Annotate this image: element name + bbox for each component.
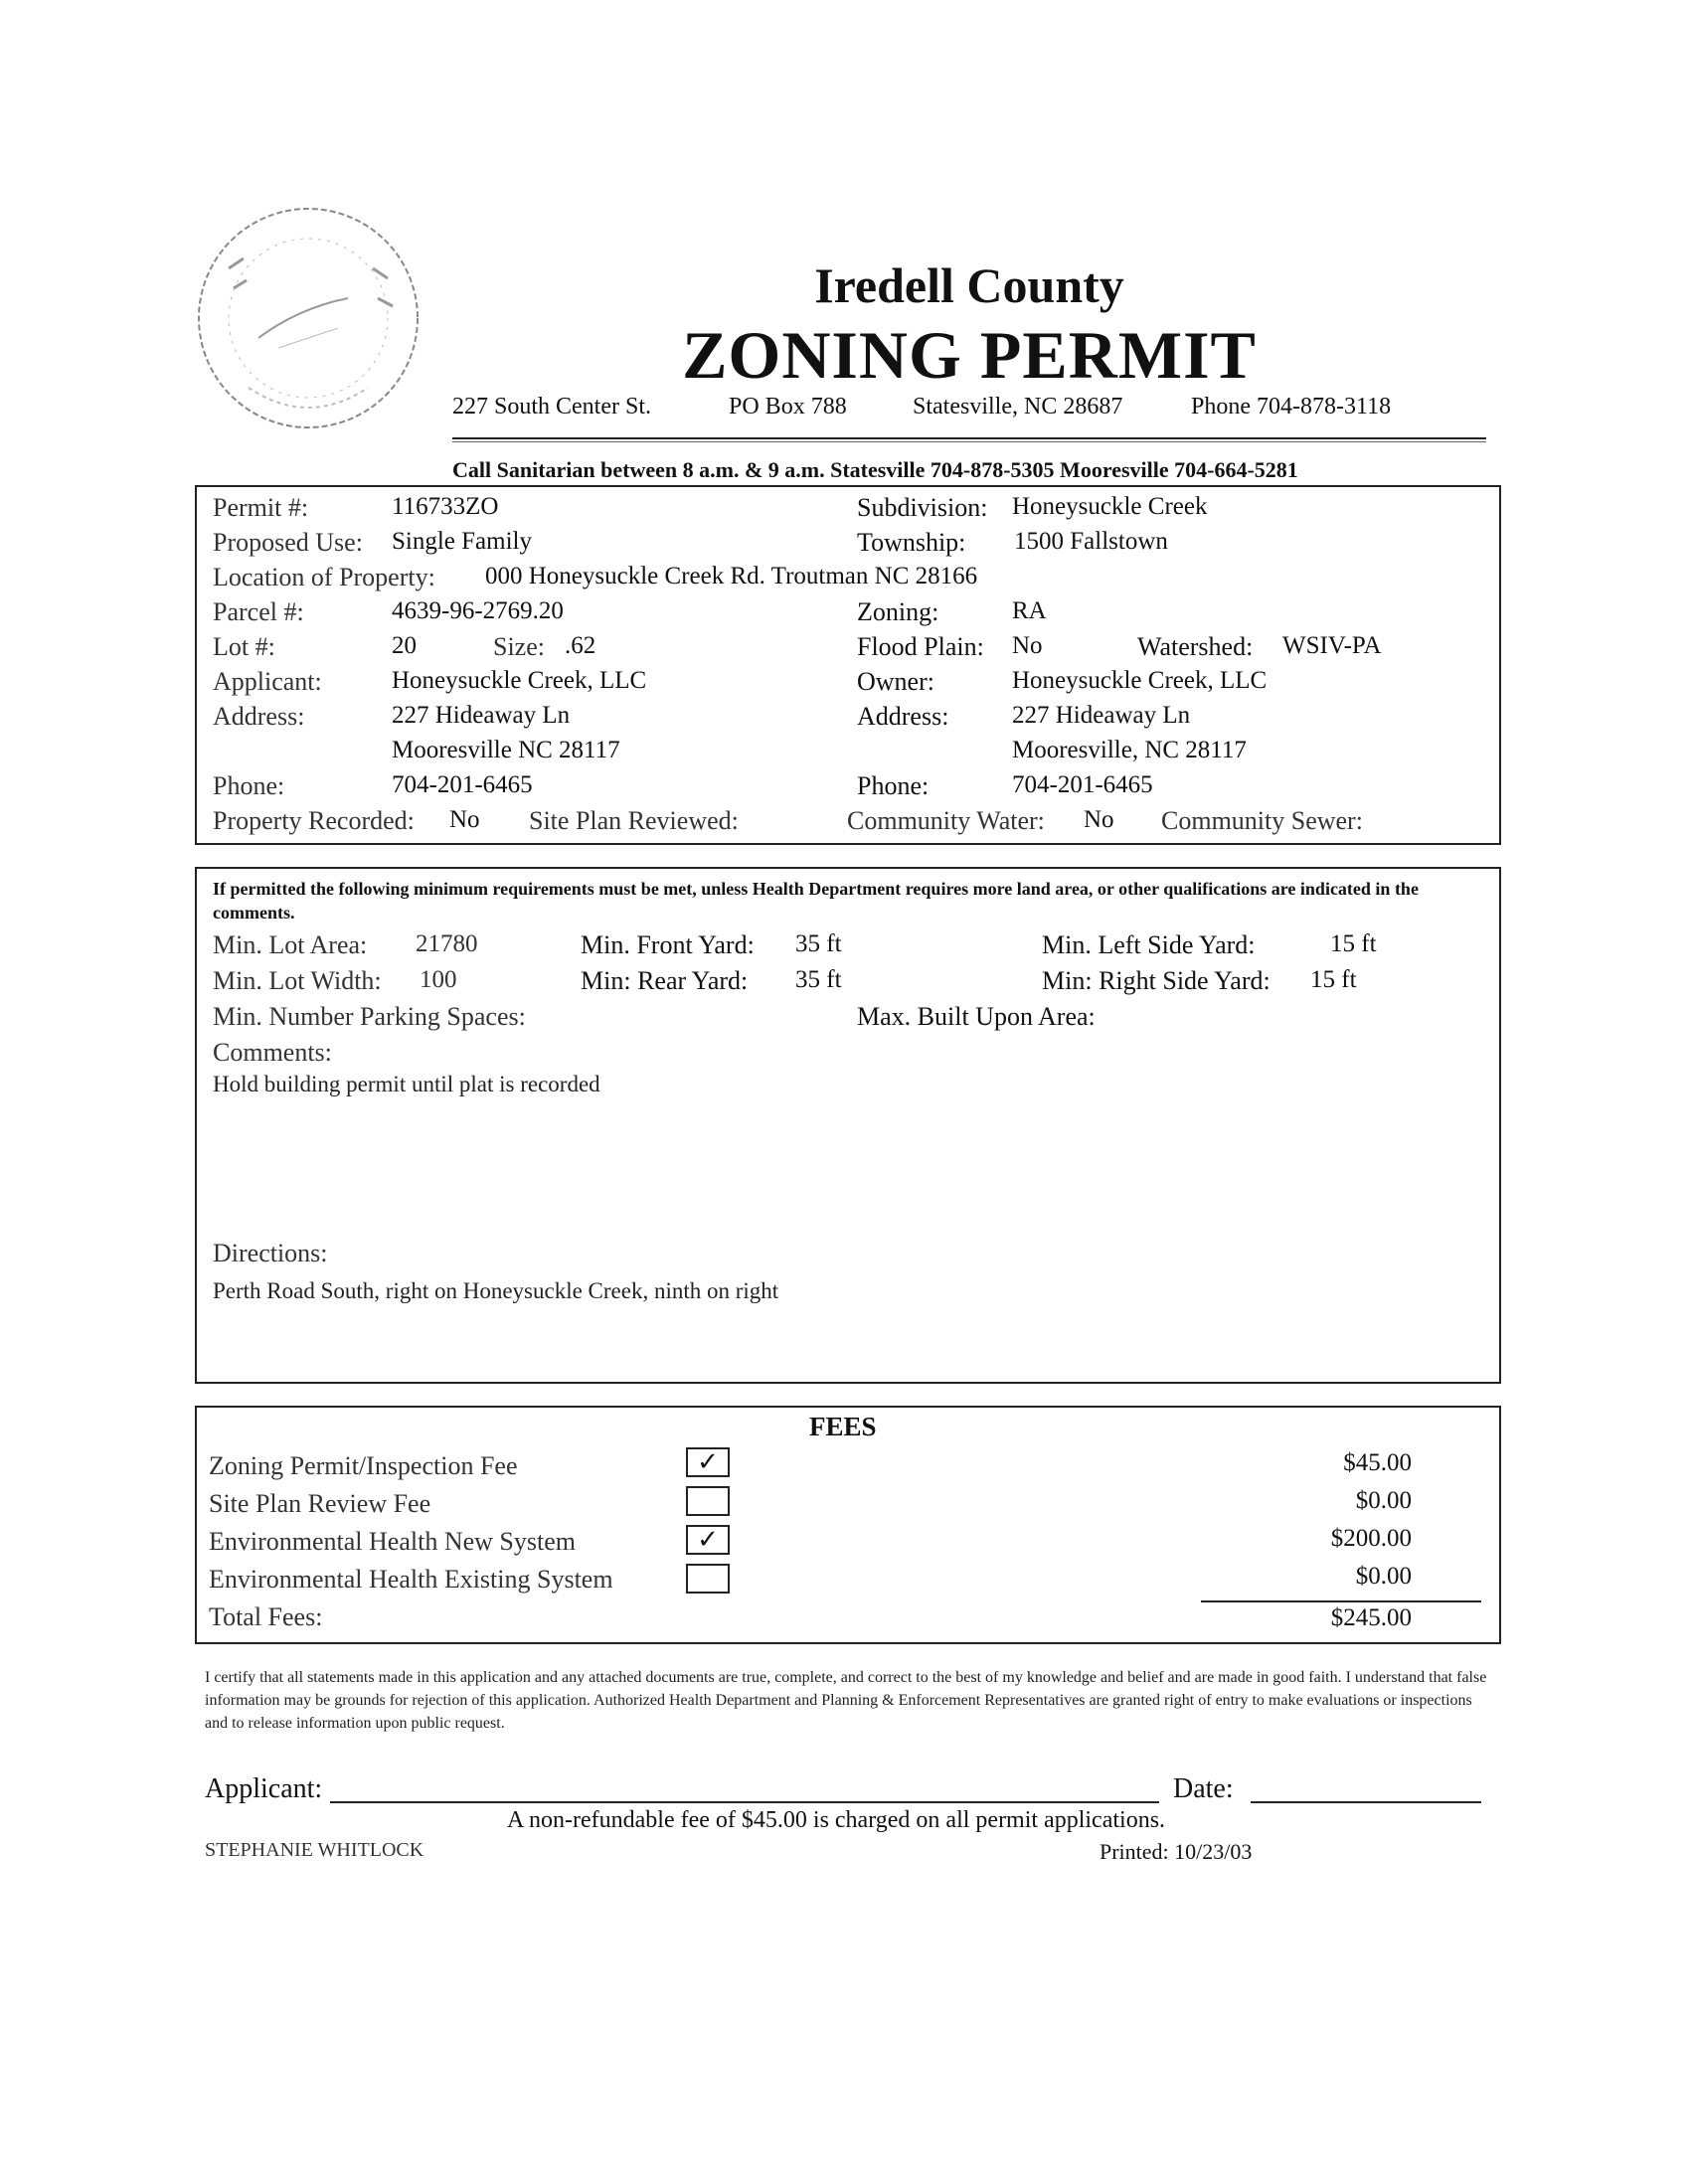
flood-plain-label: Flood Plain: (857, 632, 984, 661)
total-rule (1201, 1600, 1481, 1602)
parcel-label: Parcel #: (213, 597, 304, 626)
county-name: Iredell County (814, 257, 1124, 313)
min-front-yard-label: Min. Front Yard: (581, 930, 755, 959)
parcel-value: 4639-96-2769.20 (392, 597, 564, 624)
zoning-value: RA (1012, 597, 1047, 624)
fee-label: Site Plan Review Fee (209, 1489, 431, 1518)
flood-plain-value: No (1012, 632, 1043, 659)
fee-label: Zoning Permit/Inspection Fee (209, 1451, 518, 1480)
min-right-side-yard-label: Min: Right Side Yard: (1042, 966, 1270, 995)
subdivision-label: Subdivision: (857, 493, 988, 522)
watershed-label: Watershed: (1137, 632, 1254, 661)
sanitarian-note: Call Sanitarian between 8 a.m. & 9 a.m. Statesville 704-878-5305 Mooresville 704-664-5281 (452, 457, 1298, 482)
header-rule (452, 437, 1486, 439)
zoning-label: Zoning: (857, 597, 939, 626)
owner-address-label: Address: (857, 702, 949, 731)
fee-amount: $0.00 (1355, 1563, 1412, 1590)
community-sewer-label: Community Sewer: (1161, 806, 1363, 835)
total-fees-amount: $245.00 (1330, 1604, 1412, 1631)
min-parking-spaces-label: Min. Number Parking Spaces: (213, 1002, 526, 1031)
property-recorded-label: Property Recorded: (213, 806, 415, 835)
applicant-label: Applicant: (213, 667, 322, 696)
applicant-value: Honeysuckle Creek, LLC (392, 667, 647, 694)
date-label: Date: (1173, 1773, 1234, 1804)
owner-phone: 704-201-6465 (1012, 771, 1153, 798)
directions-label: Directions: (213, 1239, 328, 1267)
fee-note: A non-refundable fee of $45.00 is charged on all permit applications. (507, 1807, 1166, 1833)
property-recorded-value: No (449, 806, 480, 833)
min-lot-width-label: Min. Lot Width: (213, 966, 382, 995)
size-value: .62 (565, 632, 596, 659)
min-rear-yard-value: 35 ft (795, 966, 842, 993)
applicant-signature-label: Applicant: (205, 1773, 323, 1804)
lot-value: 20 (392, 632, 417, 659)
applicant-signature-line[interactable] (330, 1801, 1159, 1803)
lot-label: Lot #: (213, 632, 275, 661)
date-line[interactable] (1251, 1801, 1481, 1803)
size-label: Size: (493, 632, 545, 661)
fee-checkbox[interactable] (686, 1564, 730, 1594)
min-left-side-yard-value: 15 ft (1330, 930, 1377, 957)
min-lot-area-label: Min. Lot Area: (213, 930, 368, 959)
min-rear-yard-label: Min: Rear Yard: (581, 966, 749, 995)
fee-checkbox[interactable]: ✓ (686, 1525, 730, 1555)
site-plan-reviewed-label: Site Plan Reviewed: (529, 806, 739, 835)
owner-address-line-1: 227 Hideaway Ln (1012, 702, 1191, 729)
applicant-phone-label: Phone: (213, 771, 285, 800)
applicant-address-line-2: Mooresville NC 28117 (392, 737, 620, 763)
fee-checkbox[interactable] (686, 1486, 730, 1516)
total-fees-label: Total Fees: (209, 1602, 323, 1631)
header-rule-thin (452, 441, 1486, 442)
owner-label: Owner: (857, 667, 934, 696)
permit-info-box (195, 485, 1501, 845)
owner-value: Honeysuckle Creek, LLC (1012, 667, 1268, 694)
fee-amount: $45.00 (1343, 1449, 1412, 1476)
township-label: Township: (857, 528, 966, 557)
clerk-name: STEPHANIE WHITLOCK (205, 1839, 424, 1861)
proposed-use-value: Single Family (392, 528, 532, 555)
fees-box (195, 1406, 1501, 1644)
community-water-value: No (1084, 806, 1114, 833)
community-water-label: Community Water: (847, 806, 1045, 835)
subdivision-value: Honeysuckle Creek (1012, 493, 1208, 520)
office-po-box: PO Box 788 (729, 394, 847, 420)
permit-number-label: Permit #: (213, 493, 309, 522)
township-value: 1500 Fallstown (1014, 528, 1168, 555)
location-label: Location of Property: (213, 563, 435, 591)
page-title: ZONING PERMIT (682, 317, 1257, 393)
requirements-intro: If permitted the following minimum requirements must be met, unless Health Department requires more land area, or other qualifications are indicated in the comments. (213, 879, 1419, 923)
proposed-use-label: Proposed Use: (213, 528, 363, 557)
directions-value: Perth Road South, right on Honeysuckle Creek, ninth on right (213, 1278, 779, 1303)
comments-label: Comments: (213, 1038, 332, 1067)
requirements-box (195, 867, 1501, 1384)
fee-amount: $0.00 (1355, 1487, 1412, 1514)
comments-value: Hold building permit until plat is recorded (213, 1072, 600, 1096)
min-front-yard-value: 35 ft (795, 930, 842, 957)
max-built-upon-area-label: Max. Built Upon Area: (857, 1002, 1096, 1031)
min-lot-area-value: 21780 (416, 930, 478, 957)
min-lot-width-value: 100 (420, 966, 457, 993)
permit-number: 116733ZO (392, 493, 499, 520)
location-value: 000 Honeysuckle Creek Rd. Troutman NC 28166 (485, 563, 978, 589)
applicant-address-label: Address: (213, 702, 305, 731)
fee-label: Environmental Health New System (209, 1527, 576, 1556)
watershed-value: WSIV-PA (1282, 632, 1382, 659)
office-street: 227 South Center St. (452, 394, 652, 420)
fee-amount: $200.00 (1330, 1525, 1412, 1552)
fee-label: Environmental Health Existing System (209, 1565, 613, 1594)
fees-title: FEES (809, 1412, 877, 1441)
owner-phone-label: Phone: (857, 771, 930, 800)
min-right-side-yard-value: 15 ft (1310, 966, 1357, 993)
owner-address-line-2: Mooresville, NC 28117 (1012, 737, 1247, 763)
office-city: Statesville, NC 28687 (913, 394, 1123, 420)
fee-checkbox[interactable]: ✓ (686, 1447, 730, 1477)
applicant-address-line-1: 227 Hideaway Ln (392, 702, 571, 729)
printed-date: Printed: 10/23/03 (1100, 1839, 1253, 1864)
applicant-phone: 704-201-6465 (392, 771, 533, 798)
office-phone: Phone 704-878-3118 (1191, 394, 1392, 420)
min-left-side-yard-label: Min. Left Side Yard: (1042, 930, 1256, 959)
certification-text: I certify that all statements made in this application and any attached documents are true, complete, and correct to the best of my knowledge and belief and are made in good faith. I understand that false information may be grounds for rejection of this application. Authorized Health Department and Planning & Enforcement Representatives are granted right of entry to make evaluations or inspections and to release information upon public request. (205, 1669, 1487, 1732)
